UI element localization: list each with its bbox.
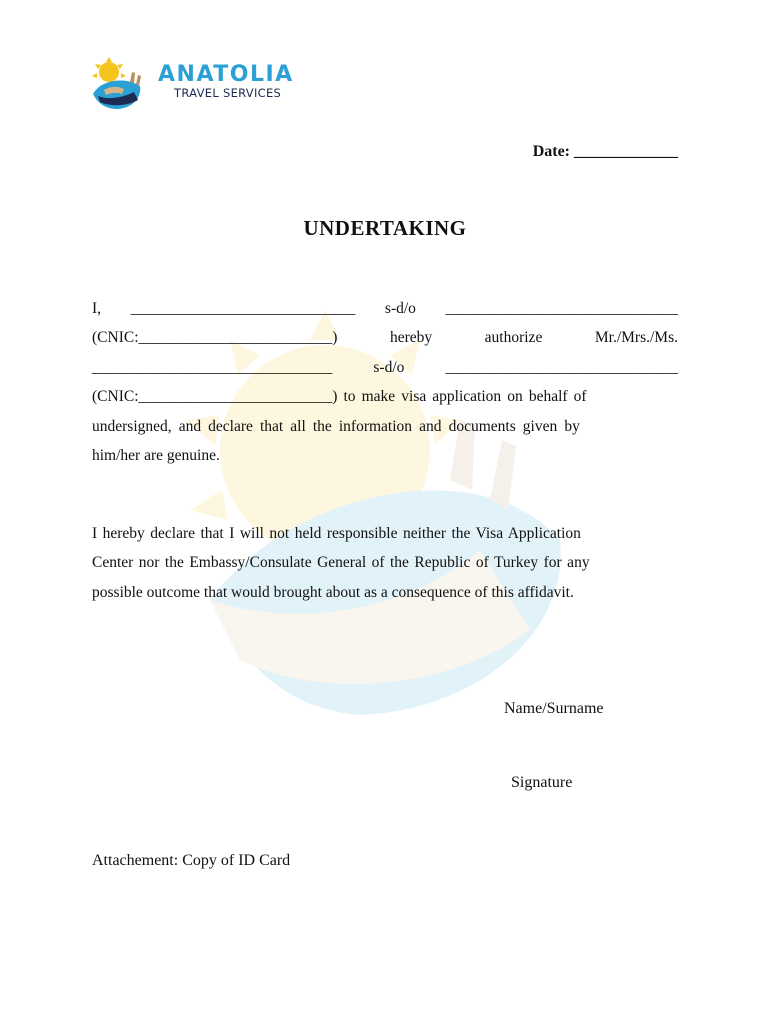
paragraph-line bbox=[92, 323, 678, 352]
date-blank: _____________ bbox=[574, 143, 678, 160]
company-logo bbox=[90, 56, 320, 112]
text-segment: Mr./Mrs./Ms. bbox=[594, 329, 678, 347]
authorized-name-blank: _______________________________ bbox=[92, 358, 333, 376]
attachment-note: Attachement: Copy of ID Card bbox=[92, 852, 291, 869]
paragraph-line: I hereby declare that I will not held responsible neither the Visa Application bbox=[92, 525, 581, 542]
date-label: Date: bbox=[532, 143, 570, 160]
text-segment: s-d/o bbox=[373, 358, 405, 376]
name-surname-label: Name/Surname bbox=[504, 700, 604, 717]
logo-name: ANATOLIA bbox=[158, 62, 294, 87]
paragraph-line bbox=[92, 353, 678, 382]
text-segment: authorize bbox=[484, 329, 543, 347]
paragraph-line: him/her are genuine. bbox=[92, 447, 220, 465]
date-field bbox=[533, 143, 678, 161]
cnic-blank: (CNIC:_________________________) bbox=[92, 329, 338, 347]
authorization-paragraph bbox=[92, 294, 678, 470]
paragraph-line: undersigned, and declare that all the information and documents given by bbox=[92, 417, 580, 435]
paragraph-line: possible outcome that would brought about as a consequence of this affidavit. bbox=[92, 583, 574, 601]
paragraph-line: Center nor the Embassy/Consulate General of the Republic of Turkey for any bbox=[92, 554, 590, 572]
authorized-parent-blank: ______________________________ bbox=[445, 358, 678, 376]
name-blank: _____________________________ bbox=[130, 300, 356, 317]
parent-name-blank: ______________________________ bbox=[445, 300, 678, 317]
paragraph-line bbox=[92, 294, 678, 323]
signature-label: Signature bbox=[511, 774, 573, 791]
page-title: UNDERTAKING bbox=[303, 216, 467, 240]
text-segment: s-d/o bbox=[384, 300, 416, 317]
declaration-paragraph bbox=[92, 519, 678, 607]
text-segment: hereby bbox=[389, 329, 433, 347]
paragraph-line: (CNIC:_________________________) to make visa application on behalf of bbox=[92, 388, 587, 406]
anatolia-sun-wave-logo-icon bbox=[90, 56, 146, 110]
text-segment: I, bbox=[92, 300, 102, 317]
logo-subtitle: TRAVEL SERVICES bbox=[174, 86, 282, 100]
